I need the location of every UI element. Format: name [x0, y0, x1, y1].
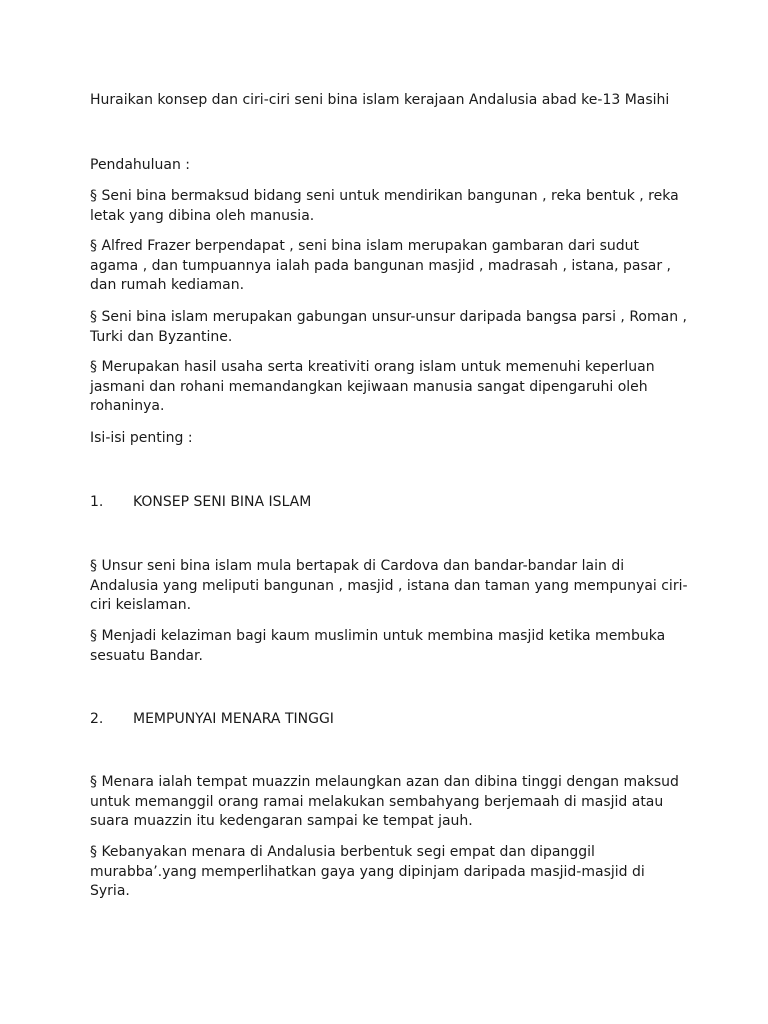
section-number: 2. [90, 711, 104, 727]
intro-paragraph: § Merupakan hasil usaha serta kreativiti orang islam untuk memenuhi keperluan jasmani dan rohani memandangkan kejiwaan manusia sangat dipengaruhi oleh rohaninya. [90, 359, 655, 414]
section-title: KONSEP SENI BINA ISLAM [133, 494, 312, 510]
section-paragraph: § Kebanyakan menara di Andalusia berbentuk segi empat dan dipanggil murabba’.yang memperlihatkan gaya yang dipinjam daripada masjid-masjid di Syria. [90, 844, 645, 899]
section-paragraph: § Unsur seni bina islam mula bertapak di Cardova dan bandar-bandar lain di Andalusia yang meliputi bangunan , masjid , istana dan taman yang mempunyai ciri-ciri keislaman. [90, 558, 688, 613]
section-number: 1. [90, 494, 104, 510]
intro-paragraph: § Alfred Frazer berpendapat , seni bina islam merupakan gambaran dari sudut agama , dan tumpuannya ialah pada bangunan masjid , madrasah , istana, pasar , dan rumah kediaman. [90, 238, 671, 293]
intro-paragraph: § Seni bina bermaksud bidang seni untuk mendirikan bangunan , reka bentuk , reka letak yang dibina oleh manusia. [90, 188, 679, 224]
section-paragraph: § Menjadi kelaziman bagi kaum muslimin untuk membina masjid ketika membuka sesuatu Bandar. [90, 628, 666, 664]
intro-paragraph: § Seni bina islam merupakan gabungan unsur-unsur daripada bangsa parsi , Roman , Turki dan Byzantine. [90, 309, 687, 345]
main-heading: Isi-isi penting : [90, 430, 193, 446]
document-title: Huraikan konsep dan ciri-ciri seni bina islam kerajaan Andalusia abad ke-13 Masihi [90, 92, 670, 108]
section-paragraph: § Menara ialah tempat muazzin melaungkan azan dan dibina tinggi dengan maksud untuk memanggil orang ramai melakukan sembahyang berjemaah di masjid atau suara muazzin itu kedengaran sampai ke tempat jauh. [90, 774, 679, 829]
section-title: MEMPUNYAI MENARA TINGGI [133, 711, 334, 727]
intro-heading: Pendahuluan : [90, 157, 191, 173]
